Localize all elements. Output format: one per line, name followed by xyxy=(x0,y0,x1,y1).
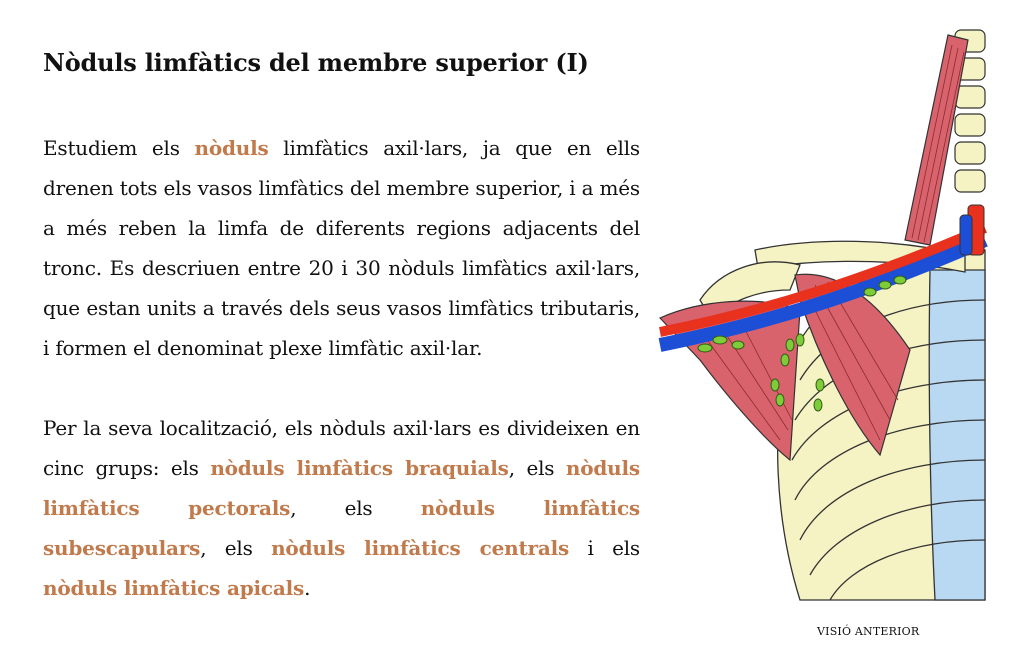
jugular-vein xyxy=(960,215,972,255)
term-subescapulars: nòduls limfàtics subescapulars xyxy=(43,496,640,560)
groups-paragraph: Per la seva localització, els nòduls axil·lars es divideixen en cinc grups: els nòduls limfàtics braquials, els nòduls limfàtics pectorals, els nòduls limfàtics subescapulars, els nòduls limfàtics centrals i els nòduls limfàtics apicals. xyxy=(43,416,640,600)
term-centrals: nòduls limfàtics centrals xyxy=(271,536,570,560)
term-pectorals: nòduls limfàtics pectorals xyxy=(43,456,640,520)
page-title: Nòduls limfàtics del membre superior (I) xyxy=(43,48,589,77)
figure-caption: VISIÓ ANTERIOR xyxy=(817,625,920,638)
term-noduls: nòduls xyxy=(194,136,269,160)
axillary-lymph-nodes-illustration xyxy=(650,18,1000,608)
intro-paragraph: Estudiem els nòduls limfàtics axil·lars, ja que en ells drenen tots els vasos limfàtics del membre superior, i a més a més reben la limfa de diferents regions adjacents del tronc. Es descriuen entre 20 i 30 nòduls limfàtics axil·lars, que estan units a través dels seus vasos limfàtics tributaris, i formen el denominat plexe limfàtic axil·lar. xyxy=(43,136,640,360)
term-braquials: nòduls limfàtics braquials xyxy=(210,456,509,480)
term-apicals: nòduls limfàtics apicals xyxy=(43,576,305,600)
neck-muscle xyxy=(905,35,968,245)
